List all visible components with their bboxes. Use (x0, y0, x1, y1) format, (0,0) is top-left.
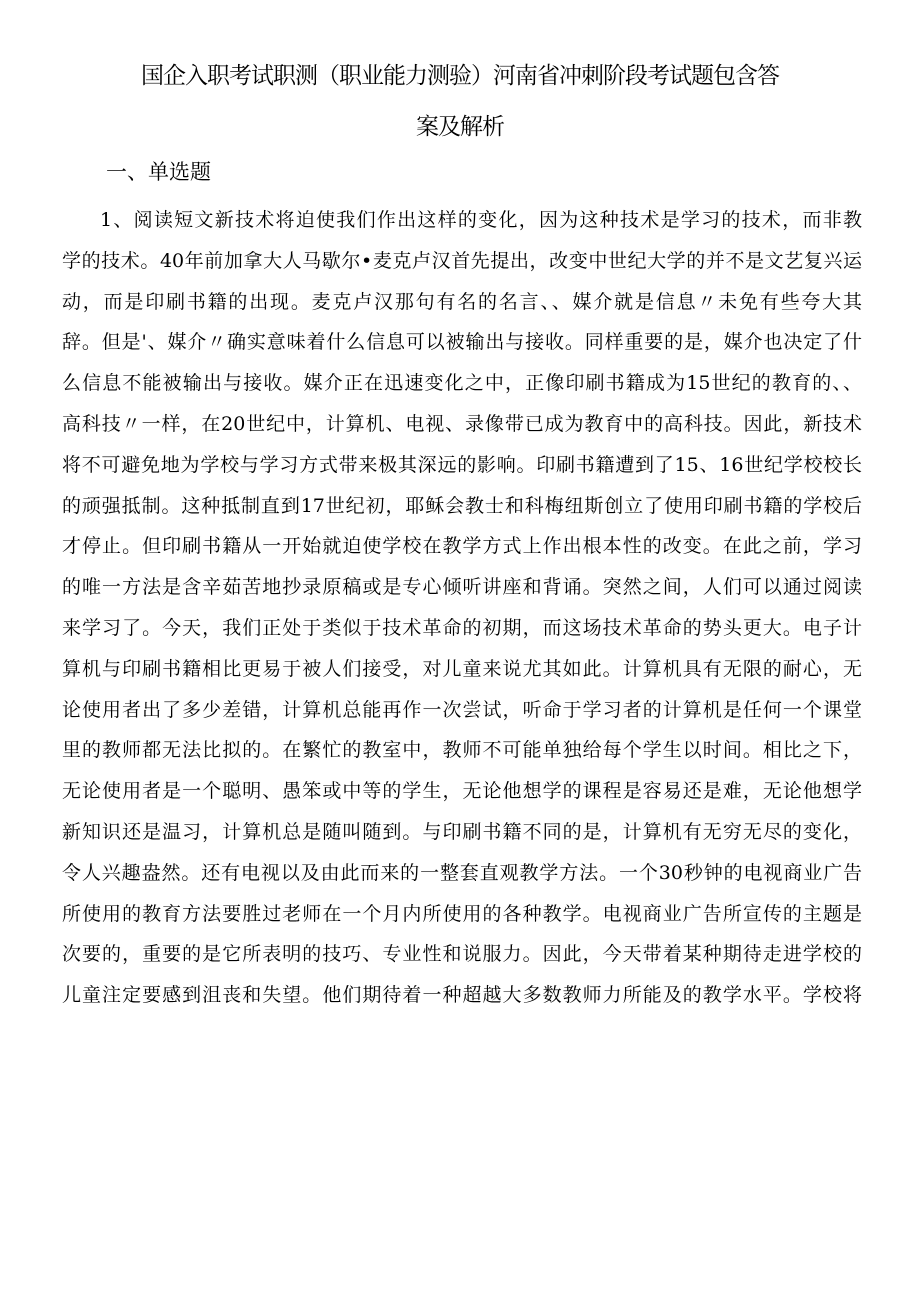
passage-line: 动，而是印刷书籍的出现。麦克卢汉那句有名的名言、、媒介就是信息〃未免有些夸大其 (62, 290, 862, 313)
passage-line: 无论使用者是一个聪明、愚笨或中等的学生，无论他想学的课程是容易还是难，无论他想学 (62, 780, 862, 803)
passage-line: 才停止。但印刷书籍从一开始就迫使学校在教学方式上作出根本性的改变。在此之前，学习 (62, 535, 862, 558)
passage-line: 1、阅读短文新技术将迫使我们作出这样的变化，因为这种技术是学习的技术，而非教 (100, 209, 862, 231)
passage-line: 么信息不能被输出与接收。媒介正在迅速变化之中，正像印刷书籍成为15世纪的教育的、、 (62, 372, 862, 395)
passage-line: 所使用的教育方法要胜过老师在一个月内所使用的各种教学。电视商业广告所宣传的主题是 (62, 902, 862, 925)
passage-line: 令人兴趣盎然。还有电视以及由此而来的一整套直观教学方法。一个30秒钟的电视商业广告 (62, 861, 862, 884)
passage-line: 的顽强抵制。这种抵制直到17世纪初，耶稣会教士和科梅纽斯创立了使用印刷书籍的学校后 (62, 494, 862, 517)
passage-line: 里的教师都无法比拟的。在繁忙的教室中，教师不可能单独给每个学生以时间。相比之下， (62, 739, 862, 762)
section-heading: 一、单选题 (106, 160, 211, 184)
question-1-passage (62, 200, 862, 1016)
passage-line: 儿童注定要感到沮丧和失望。他们期待着一种超越大多数教师力所能及的教学水平。学校将 (62, 984, 862, 1007)
document-title-line-2: 案及解析 (416, 114, 504, 140)
passage-line: 新知识还是温习，计算机总是随叫随到。与印刷书籍不同的是，计算机有无穷无尽的变化， (62, 820, 862, 843)
passage-line: 高科技〃一样，在20世纪中，计算机、电视、录像带已成为教育中的高科技。因此，新技术 (62, 412, 862, 435)
passage-line: 辞。但是'、媒介〃确实意味着什么信息可以被输出与接收。同样重要的是，媒介也决定了什 (62, 331, 862, 354)
passage-line: 算机与印刷书籍相比更易于被人们接受，对儿童来说尤其如此。计算机具有无限的耐心，无 (62, 657, 862, 680)
passage-line: 学的技术。40年前加拿大人马歇尔•麦克卢汉首先提出，改变中世纪大学的并不是文艺复兴运 (62, 249, 862, 272)
passage-line: 次要的，重要的是它所表明的技巧、专业性和说服力。因此，今天带着某种期待走进学校的 (62, 943, 862, 966)
passage-line: 论使用者出了多少差错，计算机总能再作一次尝试，听命于学习者的计算机是任何一个课堂 (62, 698, 862, 721)
passage-line: 的唯一方法是含辛茹苦地抄录原稿或是专心倾听讲座和背诵。突然之间，人们可以通过阅读 (62, 576, 862, 599)
passage-line: 来学习了。今天，我们正处于类似于技术革命的初期，而这场技术革命的势头更大。电子计 (62, 616, 862, 639)
document-title-line-1: 国企入职考试职测（职业能力测验）河南省冲刺阶段考试题包含答 (141, 63, 779, 89)
passage-line: 将不可避免地为学校与学习方式带来极其深远的影响。印刷书籍遭到了15、16世纪学校校长 (62, 453, 862, 476)
